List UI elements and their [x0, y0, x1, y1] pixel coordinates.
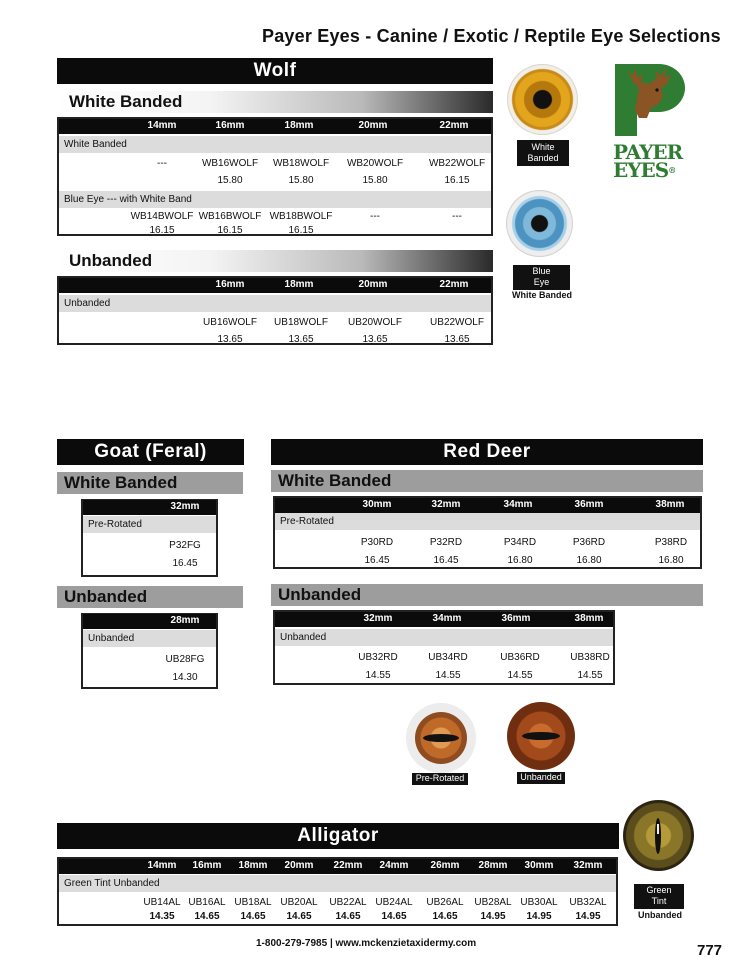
row-group-label: Green Tint Unbanded: [59, 875, 616, 892]
price: 16.80: [658, 555, 684, 566]
table-header: [59, 278, 491, 293]
product-code: P30RD: [360, 537, 394, 548]
product-code: UB22WOLF: [430, 317, 484, 328]
wolf-blue-eye-caption: [513, 265, 570, 290]
table-row: [83, 539, 216, 553]
product-code: WB18BWOLF: [269, 211, 333, 222]
table-row: [275, 536, 700, 550]
table-header: [275, 498, 700, 513]
price: 13.65: [444, 334, 470, 345]
footer-contact: 1-800-279-7985 | www.mckenzietaxidermy.com: [256, 938, 477, 949]
red-deer-unbanded-table: [273, 610, 615, 685]
table-header: [59, 119, 491, 134]
table-header: [275, 612, 613, 627]
wolf-white-banded-eye-image: [507, 64, 578, 135]
wolf-unbanded-heading: Unbanded: [57, 250, 493, 272]
table-row: [275, 651, 613, 665]
price: 14.95: [526, 911, 552, 922]
wolf-unbanded-table: [57, 276, 493, 345]
column-header: 22mm: [333, 860, 363, 871]
product-code: WB18WOLF: [272, 158, 330, 169]
product-code: UB16AL: [188, 897, 226, 908]
red-deer-unbanded-eye-image: [507, 702, 575, 770]
column-header: 22mm: [439, 120, 469, 131]
product-code: P32RD: [429, 537, 463, 548]
price: 14.55: [577, 670, 603, 681]
table-row: [59, 896, 616, 910]
wolf-section-header: Wolf: [57, 58, 493, 84]
product-code: WB20WOLF: [346, 158, 404, 169]
price: 15.80: [362, 175, 388, 186]
alligator-green-tint-eye-image: [623, 800, 694, 871]
row-group-label: Pre-Rotated: [275, 513, 700, 530]
table-row: [83, 653, 216, 667]
price: 16.80: [576, 555, 602, 566]
row-group-label: Pre-Rotated: [83, 516, 216, 533]
alligator-table: [57, 857, 618, 926]
price: 14.65: [335, 911, 361, 922]
registered-mark: ®: [668, 165, 676, 175]
caption-text: Eye: [533, 277, 550, 287]
column-header: 16mm: [192, 860, 222, 871]
price: 14.65: [286, 911, 312, 922]
table-row: [83, 671, 216, 685]
column-header: 22mm: [439, 279, 469, 290]
product-code: UB28FG: [165, 654, 205, 665]
row-group-label: Unbanded: [83, 630, 216, 647]
price: 16.45: [364, 555, 390, 566]
goat-white-banded-table: [81, 499, 218, 577]
payer-eyes-logo: [613, 60, 685, 180]
product-code: P32FG: [169, 540, 201, 551]
page-title: Payer Eyes - Canine / Exotic / Reptile Eye Selections: [262, 26, 721, 46]
price: 16.45: [172, 558, 198, 569]
product-code: UB32AL: [569, 897, 607, 908]
product-code: WB14BWOLF: [130, 211, 194, 222]
column-header: 30mm: [362, 499, 392, 510]
price: 14.30: [172, 672, 198, 683]
column-header: 16mm: [215, 120, 245, 131]
product-code: WB22WOLF: [428, 158, 486, 169]
product-code: UB28AL: [474, 897, 512, 908]
column-header: 16mm: [215, 279, 245, 290]
product-code: UB32RD: [358, 652, 398, 663]
product-code: WB16WOLF: [201, 158, 259, 169]
wolf-white-banded-heading: White Banded: [57, 91, 493, 113]
wolf-white-banded-table: [57, 117, 493, 236]
price: 16.15: [288, 225, 314, 236]
price: 14.65: [432, 911, 458, 922]
product-code: UB30AL: [520, 897, 558, 908]
price: 14.95: [480, 911, 506, 922]
alligator-subcaption: Unbanded: [638, 910, 682, 920]
product-code: UB20AL: [280, 897, 318, 908]
row-group-label: Blue Eye --- with White Band: [59, 191, 491, 208]
red-deer-unbanded-caption: Unbanded: [517, 772, 565, 784]
caption-text: Green: [646, 885, 672, 895]
alligator-caption: [634, 884, 684, 909]
table-header: [83, 500, 216, 515]
row-group-label: Unbanded: [59, 295, 491, 312]
table-row: [83, 557, 216, 571]
column-header: 18mm: [284, 279, 314, 290]
caption-text: Tint: [651, 896, 667, 906]
product-code: UB34RD: [428, 652, 468, 663]
table-header: [83, 614, 216, 629]
price: 16.15: [217, 225, 243, 236]
price: 14.65: [240, 911, 266, 922]
product-code: ---: [157, 158, 167, 169]
row-group-label: Unbanded: [275, 629, 613, 646]
column-header: 14mm: [147, 120, 177, 131]
product-code: UB14AL: [143, 897, 181, 908]
price: 13.65: [217, 334, 243, 345]
wolf-blue-eye-subcaption: White Banded: [512, 290, 572, 300]
product-code: UB38RD: [570, 652, 610, 663]
red-deer-pre-rotated-caption: Pre-Rotated: [412, 773, 468, 785]
column-header: 14mm: [147, 860, 177, 871]
price: 14.65: [194, 911, 220, 922]
price: 13.65: [362, 334, 388, 345]
column-header: 28mm: [170, 615, 200, 626]
red-deer-white-banded-heading: White Banded: [271, 470, 703, 492]
column-header: 20mm: [358, 120, 388, 131]
column-header: 18mm: [238, 860, 268, 871]
price: 15.80: [217, 175, 243, 186]
product-code: UB16WOLF: [203, 317, 257, 328]
price: 14.55: [435, 670, 461, 681]
column-header: 20mm: [284, 860, 314, 871]
column-header: 30mm: [524, 860, 554, 871]
wolf-blue-eye-image: [506, 190, 573, 257]
product-code: UB24AL: [375, 897, 413, 908]
deer-logo-icon: [613, 60, 685, 138]
column-header: 32mm: [431, 499, 461, 510]
column-header: 32mm: [170, 501, 200, 512]
table-header: [59, 859, 616, 874]
price: 16.15: [444, 175, 470, 186]
logo-text-eyes-word: EYES: [613, 158, 669, 182]
table-row: [59, 316, 491, 330]
table-row: [59, 157, 491, 171]
price: 16.15: [149, 225, 175, 236]
price: 14.65: [381, 911, 407, 922]
caption-text: Banded: [527, 153, 559, 163]
red-deer-unbanded-heading: Unbanded: [271, 584, 703, 606]
product-code: UB20WOLF: [348, 317, 402, 328]
column-header: 32mm: [573, 860, 603, 871]
column-header: 36mm: [501, 613, 531, 624]
product-code: ---: [452, 211, 462, 222]
caption-text: White: [531, 142, 555, 152]
price: 14.95: [575, 911, 601, 922]
product-code: P34RD: [503, 537, 537, 548]
column-header: 34mm: [503, 499, 533, 510]
table-row: [59, 174, 491, 188]
product-code: UB18AL: [234, 897, 272, 908]
column-header: 36mm: [574, 499, 604, 510]
column-header: 38mm: [574, 613, 604, 624]
column-header: 32mm: [363, 613, 393, 624]
product-code: ---: [370, 211, 380, 222]
table-row: [275, 554, 700, 568]
price: 16.45: [433, 555, 459, 566]
column-header: 38mm: [655, 499, 685, 510]
table-row: [59, 333, 491, 347]
column-header: 34mm: [432, 613, 462, 624]
wolf-white-banded-caption: [517, 140, 569, 166]
page-number: 777: [697, 942, 723, 959]
goat-white-banded-heading: White Banded: [57, 472, 243, 494]
price: 15.80: [288, 175, 314, 186]
product-code: WB16BWOLF: [198, 211, 262, 222]
red-deer-section-header: Red Deer: [271, 439, 703, 465]
product-code: UB26AL: [426, 897, 464, 908]
product-code: P38RD: [654, 537, 688, 548]
table-row: [275, 669, 613, 683]
goat-section-header: Goat (Feral): [57, 439, 244, 465]
red-deer-pre-rotated-eye-image: [406, 703, 476, 773]
goat-unbanded-heading: Unbanded: [57, 586, 243, 608]
product-code: UB36RD: [500, 652, 540, 663]
column-header: 18mm: [284, 120, 314, 131]
price: 16.80: [507, 555, 533, 566]
column-header: 26mm: [430, 860, 460, 871]
table-row: [59, 910, 616, 924]
price: 14.55: [365, 670, 391, 681]
price: 14.35: [149, 911, 175, 922]
price: 14.55: [507, 670, 533, 681]
product-code: P36RD: [572, 537, 606, 548]
product-code: UB18WOLF: [274, 317, 328, 328]
price: 13.65: [288, 334, 314, 345]
product-code: UB22AL: [329, 897, 367, 908]
red-deer-white-banded-table: [273, 496, 702, 569]
logo-text-eyes: [613, 158, 685, 182]
column-header: 20mm: [358, 279, 388, 290]
table-row: [59, 210, 491, 224]
column-header: 28mm: [478, 860, 508, 871]
logo-text-payer: PAYER: [613, 140, 683, 164]
alligator-section-header: Alligator: [57, 823, 619, 849]
table-row: [59, 224, 491, 238]
row-group-label: White Banded: [59, 136, 491, 153]
column-header: 24mm: [379, 860, 409, 871]
goat-unbanded-table: [81, 613, 218, 689]
caption-text: Blue: [532, 266, 551, 276]
